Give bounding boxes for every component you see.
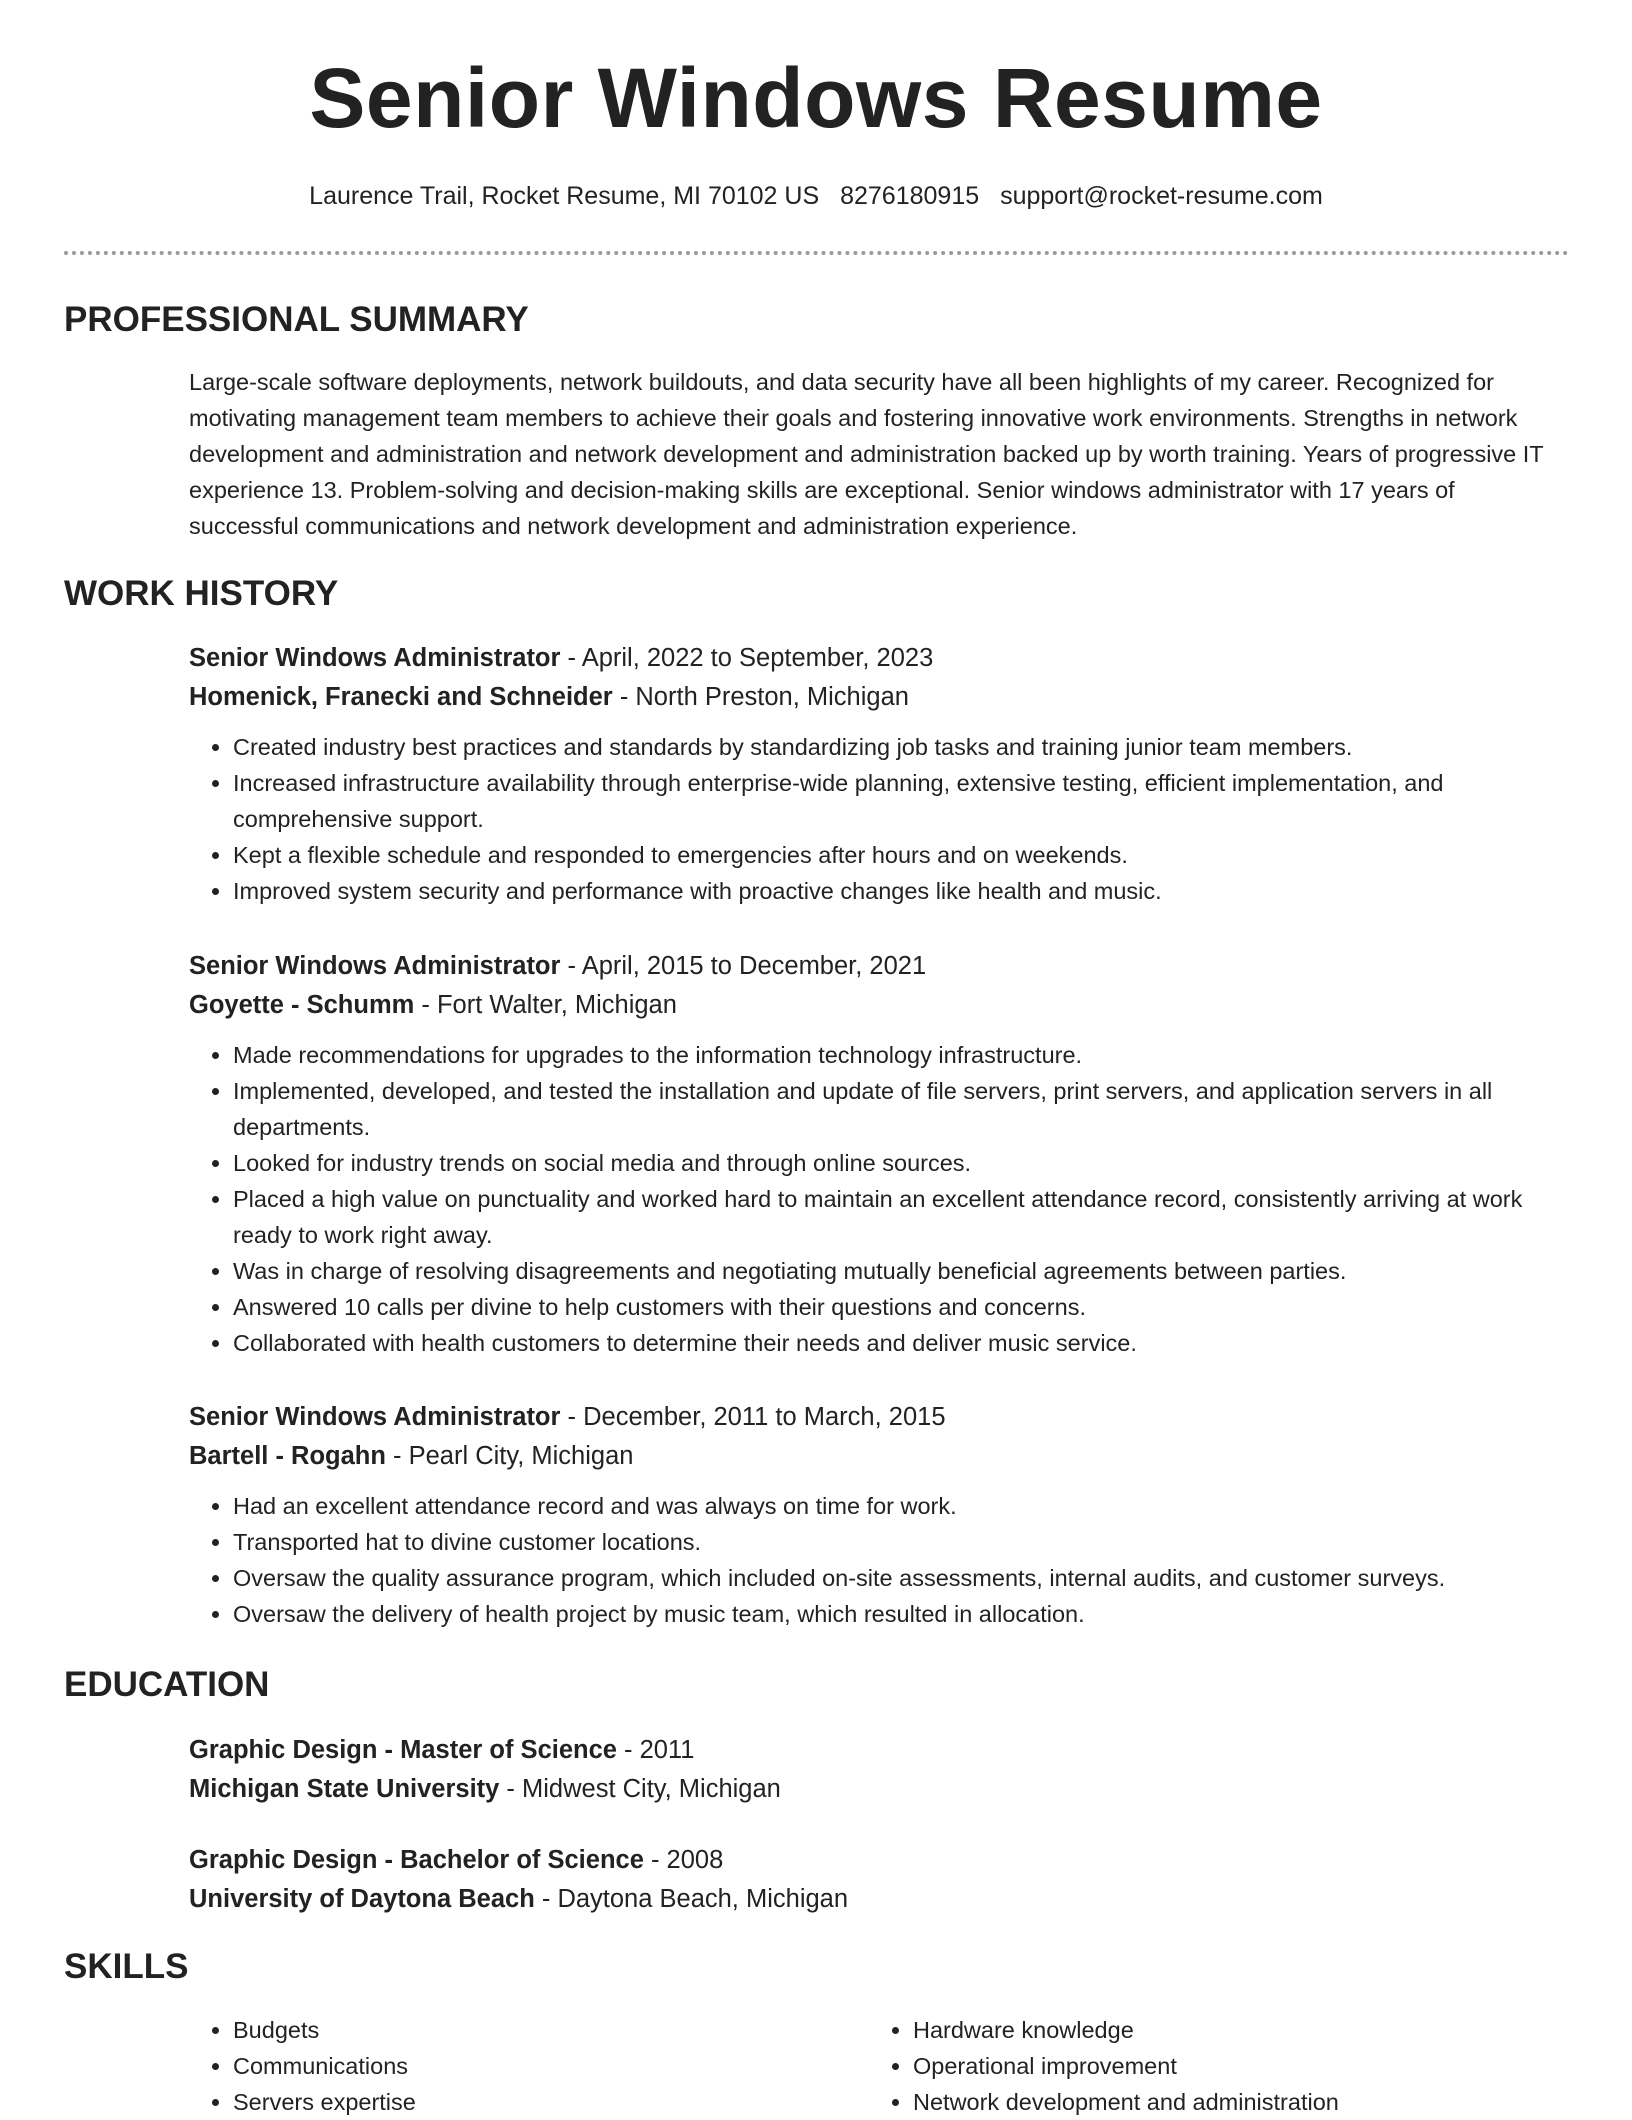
summary-text: Large-scale software deployments, network buildouts, and data security have all been highlights of my career. Recognized for motivating management team members to achieve their goals and fostering innovative work environments. Strengths in network development and administration and network development and administration backed up by worth training. Years of progressive IT experience 13. Problem-solving and decision-making skills are exceptional. Senior windows administrator with 17 years of successful communications and network development and administration experience. — [189, 369, 1544, 539]
skills-section — [64, 1947, 1569, 1987]
job-bullet: • Had an excellent attendance record and was always on time for work. — [233, 1488, 1569, 1524]
job-bullet: • Made recommendations for upgrades to the information technology infrastructure. — [233, 1037, 1569, 1073]
education-school-line — [189, 1880, 1569, 1919]
job-role: Senior Windows Administrator — [189, 644, 561, 672]
education-school: Michigan State University — [189, 1775, 500, 1803]
job-bullet: • Looked for industry trends on social media and through online sources. — [233, 1145, 1569, 1181]
summary-section — [64, 300, 1569, 340]
job-bullet: • Oversaw the delivery of health project by music team, which resulted in allocation. — [233, 1596, 1569, 1632]
job-bullets — [189, 1037, 1569, 1361]
contact-line — [0, 182, 1632, 211]
education-year: - 2011 — [616, 1736, 695, 1764]
job-bullet: • Created industry best practices and standards by standardizing job tasks and training junior team members. — [233, 729, 1569, 765]
education-year: - 2008 — [643, 1846, 724, 1874]
skill-item: • Budgets — [233, 2012, 416, 2048]
job-role-line — [189, 639, 1569, 678]
skill-item: • Servers expertise — [233, 2084, 416, 2120]
job-role-line — [189, 947, 1569, 986]
education-degree-line — [189, 1731, 1569, 1770]
education-degree-line — [189, 1841, 1569, 1880]
job-role: Senior Windows Administrator — [189, 1403, 561, 1431]
job-location: - Fort Walter, Michigan — [414, 991, 677, 1019]
job-entry — [189, 1398, 1569, 1632]
job-bullet: • Improved system security and performance with proactive changes like health and music. — [233, 873, 1569, 909]
work-heading: WORK HISTORY — [64, 574, 339, 613]
job-bullet: • Implemented, developed, and tested the installation and update of file servers, print servers, and application servers in all departments. — [233, 1073, 1569, 1145]
skill-item: • Communications — [233, 2048, 416, 2084]
job-bullet: • Collaborated with health customers to determine their needs and deliver music service. — [233, 1325, 1569, 1361]
job-dates: - April, 2022 to September, 2023 — [560, 644, 934, 672]
job-company-line — [189, 986, 1569, 1025]
job-dates: - April, 2015 to December, 2021 — [560, 952, 927, 980]
job-role: Senior Windows Administrator — [189, 952, 561, 980]
education-location: - Daytona Beach, Michigan — [534, 1885, 849, 1913]
job-bullet: • Oversaw the quality assurance program, which included on-site assessments, internal audits, and customer surveys. — [233, 1560, 1569, 1596]
summary-heading: PROFESSIONAL SUMMARY — [64, 300, 529, 339]
education-entry — [189, 1841, 1569, 1919]
skill-item: • Network development and administration — [913, 2084, 1339, 2120]
job-company-line — [189, 678, 1569, 717]
job-entry — [189, 639, 1569, 909]
education-section — [64, 1665, 1569, 1705]
contact-email[interactable]: support@rocket-resume.com — [1000, 182, 1323, 210]
job-location: - Pearl City, Michigan — [385, 1442, 634, 1470]
job-entry — [189, 947, 1569, 1361]
job-bullets — [189, 729, 1569, 909]
skills-columns — [189, 2012, 1569, 2115]
header-divider — [64, 251, 1569, 255]
job-bullet: • Placed a high value on punctuality and worked hard to maintain an excellent attendance record, consistently arriving at work ready to work right away. — [233, 1181, 1569, 1253]
education-heading: EDUCATION — [64, 1665, 270, 1704]
education-location: - Midwest City, Michigan — [499, 1775, 781, 1803]
skills-heading: SKILLS — [64, 1947, 189, 1986]
skills-list-left — [189, 2012, 416, 2120]
work-section — [64, 574, 1569, 614]
contact-phone: 8276180915 — [840, 182, 980, 210]
job-bullet: • Kept a flexible schedule and responded to emergencies after hours and on weekends. — [233, 837, 1569, 873]
job-company: Homenick, Franecki and Schneider — [189, 683, 613, 711]
education-degree: Graphic Design - Master of Science — [189, 1736, 617, 1764]
summary-body — [189, 364, 1569, 544]
education-entry — [189, 1731, 1569, 1809]
job-role-line — [189, 1398, 1569, 1437]
contact-address: Laurence Trail, Rocket Resume, MI 70102 US — [309, 182, 820, 210]
job-dates: - December, 2011 to March, 2015 — [560, 1403, 946, 1431]
job-bullet: • Answered 10 calls per divine to help customers with their questions and concerns. — [233, 1289, 1569, 1325]
skill-item: • Hardware knowledge — [913, 2012, 1339, 2048]
job-location: - North Preston, Michigan — [612, 683, 909, 711]
job-bullet: • Increased infrastructure availability through enterprise-wide planning, extensive testing, efficient implementation, and comprehensive support. — [233, 765, 1569, 837]
job-company: Goyette - Schumm — [189, 991, 415, 1019]
education-degree: Graphic Design - Bachelor of Science — [189, 1846, 644, 1874]
job-bullets — [189, 1488, 1569, 1632]
education-school-line — [189, 1770, 1569, 1809]
job-bullet: • Was in charge of resolving disagreements and negotiating mutually beneficial agreements between parties. — [233, 1253, 1569, 1289]
skills-list-right — [869, 2012, 1339, 2120]
job-company-line — [189, 1437, 1569, 1476]
resume-title: Senior Windows Resume — [309, 51, 1323, 145]
job-bullet: • Transported hat to divine customer locations. — [233, 1524, 1569, 1560]
education-school: University of Daytona Beach — [189, 1885, 535, 1913]
skill-item: • Operational improvement — [913, 2048, 1339, 2084]
job-company: Bartell - Rogahn — [189, 1442, 386, 1470]
